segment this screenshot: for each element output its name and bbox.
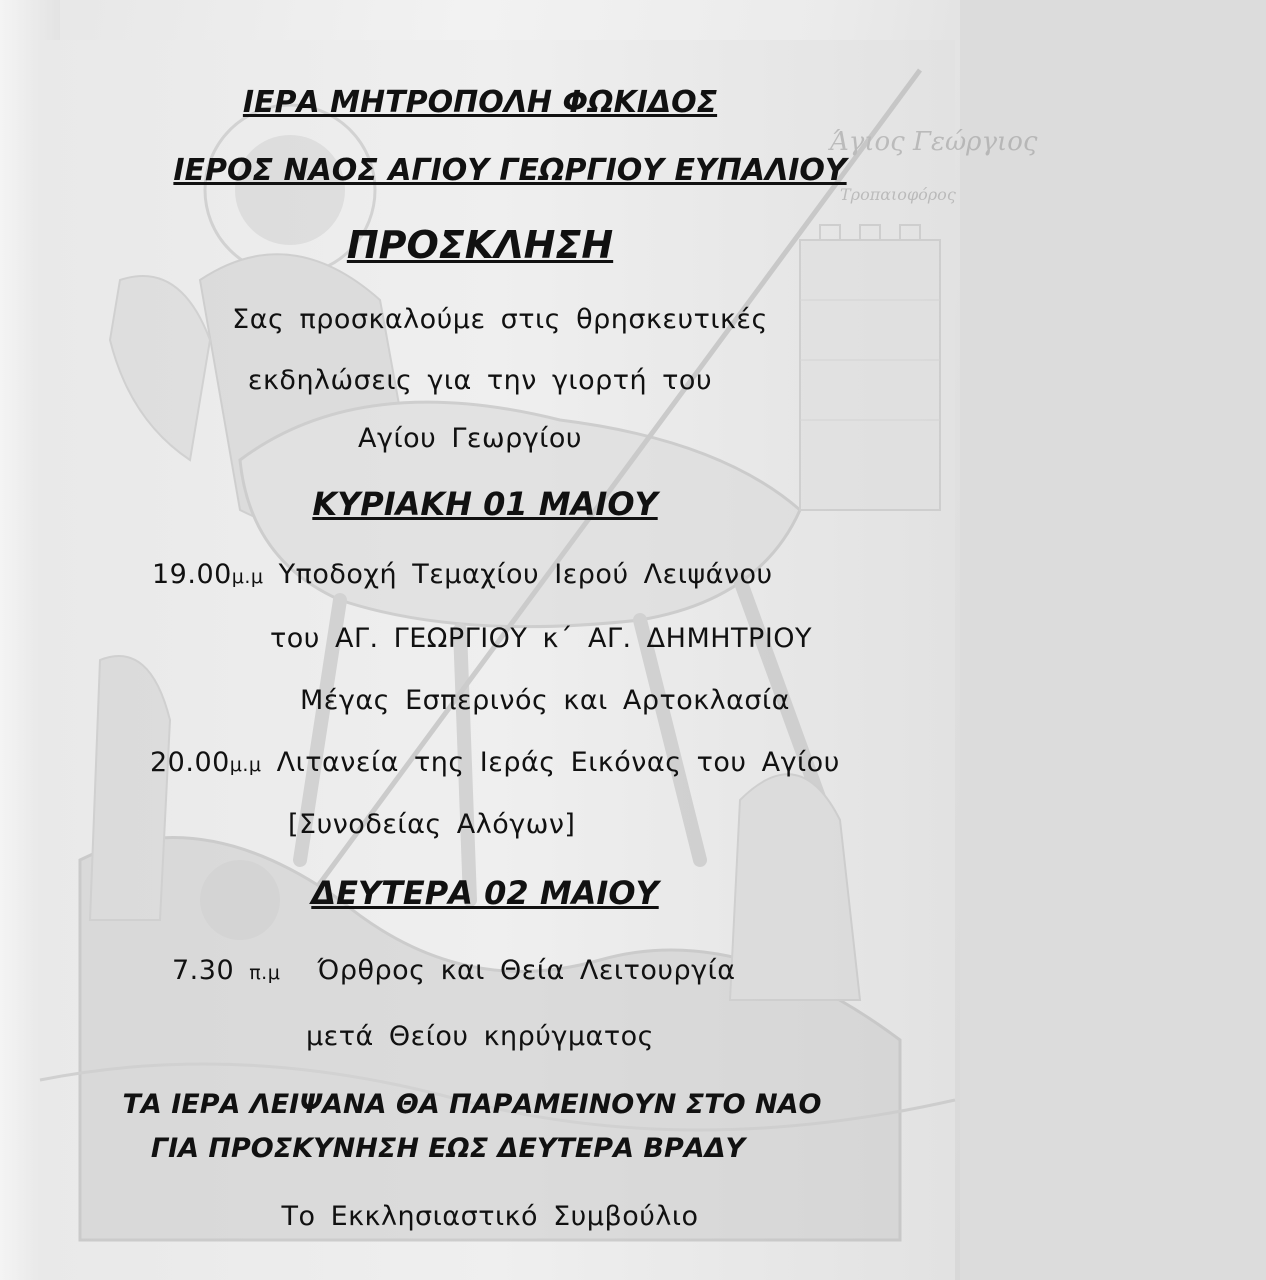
event-time: 19.00 bbox=[152, 559, 232, 590]
notice-line-2: ΓΙΑ ΠΡΟΣΚΥΝΗΣΗ ΕΩΣ ΔΕΥΤΕΡΑ ΒΡΑΔΥ bbox=[150, 1133, 746, 1164]
schedule-item bbox=[172, 956, 1132, 986]
schedule-item: του ΑΓ. ΓΕΩΡΓΙΟΥ κ΄ ΑΓ. ΔΗΜΗΤΡΙΟΥ bbox=[270, 623, 813, 654]
intro-line-1: Σας προσκαλούμε στις θρησκευτικές bbox=[232, 304, 768, 335]
schedule-item: μετά Θείου κηρύγματος bbox=[306, 1021, 654, 1052]
time-unit: μ.μ bbox=[229, 754, 262, 776]
event-text: Υποδοχή Τεμαχίου Ιερού Λειψάνου bbox=[278, 559, 773, 590]
time-unit: μ.μ bbox=[231, 566, 264, 588]
schedule-item bbox=[152, 560, 1112, 590]
intro-line-3: Αγίου Γεωργίου bbox=[358, 423, 582, 454]
event-text: Λιτανεία της Ιεράς Εικόνας του Αγίου bbox=[276, 747, 840, 778]
signature: Το Εκκλησιαστικό Συμβούλιο bbox=[281, 1201, 699, 1232]
event-time: 7.30 bbox=[172, 955, 235, 986]
notice-line-1: ΤΑ ΙΕΡΑ ΛΕΙΨΑΝΑ ΘΑ ΠΑΡΑΜΕΙΝΟΥΝ ΣΤΟ ΝΑΟ bbox=[122, 1089, 822, 1120]
event-text: Όρθρος και Θεία Λειτουργία bbox=[317, 955, 736, 986]
invitation-title: ΠΡΟΣΚΛΗΣΗ bbox=[346, 223, 614, 267]
schedule-item: [Συνοδείας Αλόγων] bbox=[288, 809, 576, 840]
day2-heading: ΔΕΥΤΕΡΑ 02 ΜΑΙΟΥ bbox=[311, 874, 659, 912]
church-heading: ΙΕΡΟΣ ΝΑΟΣ ΑΓΙΟΥ ΓΕΩΡΓΙΟΥ ΕΥΠΑΛΙΟΥ bbox=[173, 153, 847, 188]
event-time: 20.00 bbox=[150, 747, 230, 778]
schedule-item: Μέγας Εσπερινός και Αρτοκλασία bbox=[300, 685, 790, 716]
time-unit: π.μ bbox=[249, 962, 281, 984]
diocese-heading: ΙΕΡΑ ΜΗΤΡΟΠΟΛΗ ΦΩΚΙΔΟΣ bbox=[242, 85, 718, 120]
intro-line-2: εκδηλώσεις για την γιορτή του bbox=[247, 365, 713, 396]
watermark-inscription: Άγιος Γεώργιος bbox=[830, 127, 1038, 157]
day1-heading: ΚΥΡΙΑΚΗ 01 ΜΑΙΟΥ bbox=[312, 485, 658, 523]
schedule-item bbox=[150, 748, 1110, 778]
watermark-inscription-sub: Τροπαιοφόρος bbox=[840, 185, 956, 204]
